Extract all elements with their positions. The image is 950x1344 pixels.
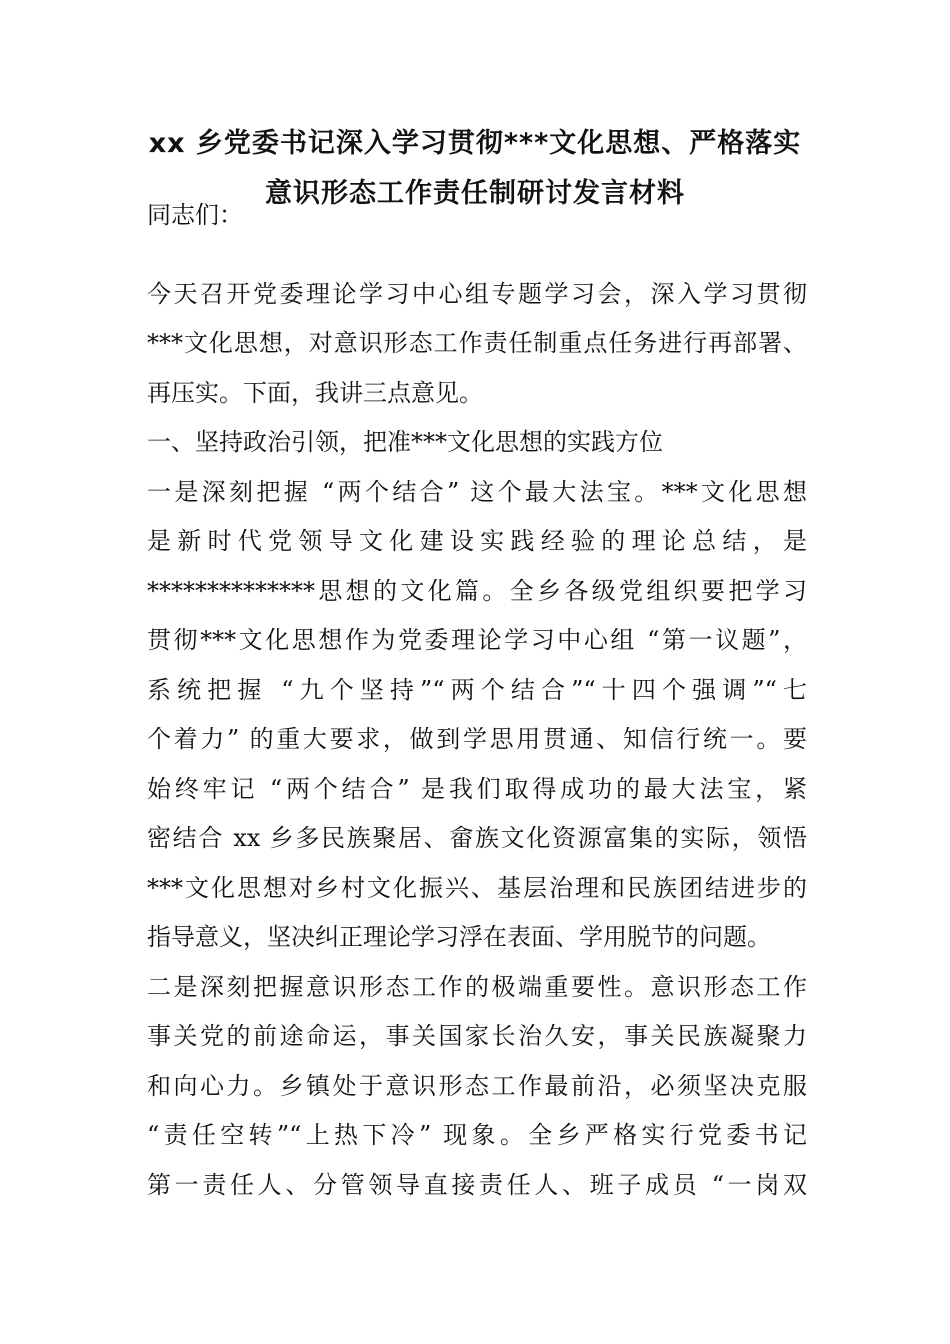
paragraph-line: 是新时代党领导文化建设实践经验的理论总结，是	[147, 527, 807, 555]
paragraph-line: 个着力” 的重大要求，做到学思用贯通、知信行统一。要	[147, 725, 807, 753]
paragraph-line: 系统把握 “九个坚持”“两个结合”“十四个强调”“七	[147, 676, 807, 704]
paragraph-line: 和向心力。乡镇处于意识形态工作最前沿，必须坚决克服	[147, 1072, 807, 1100]
paragraph-line: 今天召开党委理论学习中心组专题学习会，深入学习贯彻	[147, 280, 807, 308]
paragraph-line: 一是深刻把握 “两个结合” 这个最大法宝。***文化思想	[147, 478, 807, 506]
paragraph-line: 密结合 xx 乡多民族聚居、畲族文化资源富集的实际，领悟	[147, 824, 807, 852]
paragraph-line: **************思想的文化篇。全乡各级党组织要把学习	[147, 577, 807, 605]
paragraph-line: ***文化思想，对意识形态工作责任制重点任务进行再部署、	[147, 329, 807, 357]
salutation: 同志们：	[147, 201, 243, 229]
paragraph-line: 再压实。下面，我讲三点意见。	[147, 379, 483, 407]
paragraph-line: 二是深刻把握意识形态工作的极端重要性。意识形态工作	[147, 973, 807, 1001]
paragraph-line: 第一责任人、分管领导直接责任人、班子成员 “一岗双	[147, 1171, 807, 1199]
document-title-line-1: xx 乡党委书记深入学习贯彻***文化思想、严格落实	[148, 128, 802, 159]
paragraph-line: “责任空转”“上热下冷” 现象。全乡严格实行党委书记	[147, 1121, 807, 1149]
document-title-line-2: 意识形态工作责任制研讨发言材料	[265, 178, 685, 209]
paragraph-line: 贯彻***文化思想作为党委理论学习中心组 “第一议题”，	[147, 626, 807, 654]
paragraph-line: ***文化思想对乡村文化振兴、基层治理和民族团结进步的	[147, 874, 807, 902]
paragraph-line: 事关党的前途命运，事关国家长治久安，事关民族凝聚力	[147, 1022, 807, 1050]
paragraph-line: 始终牢记 “两个结合” 是我们取得成功的最大法宝，紧	[147, 775, 807, 803]
section-heading: 一、坚持政治引领，把准***文化思想的实践方位	[147, 428, 663, 456]
paragraph-line: 指导意义，坚决纠正理论学习浮在表面、学用脱节的问题。	[147, 923, 771, 951]
